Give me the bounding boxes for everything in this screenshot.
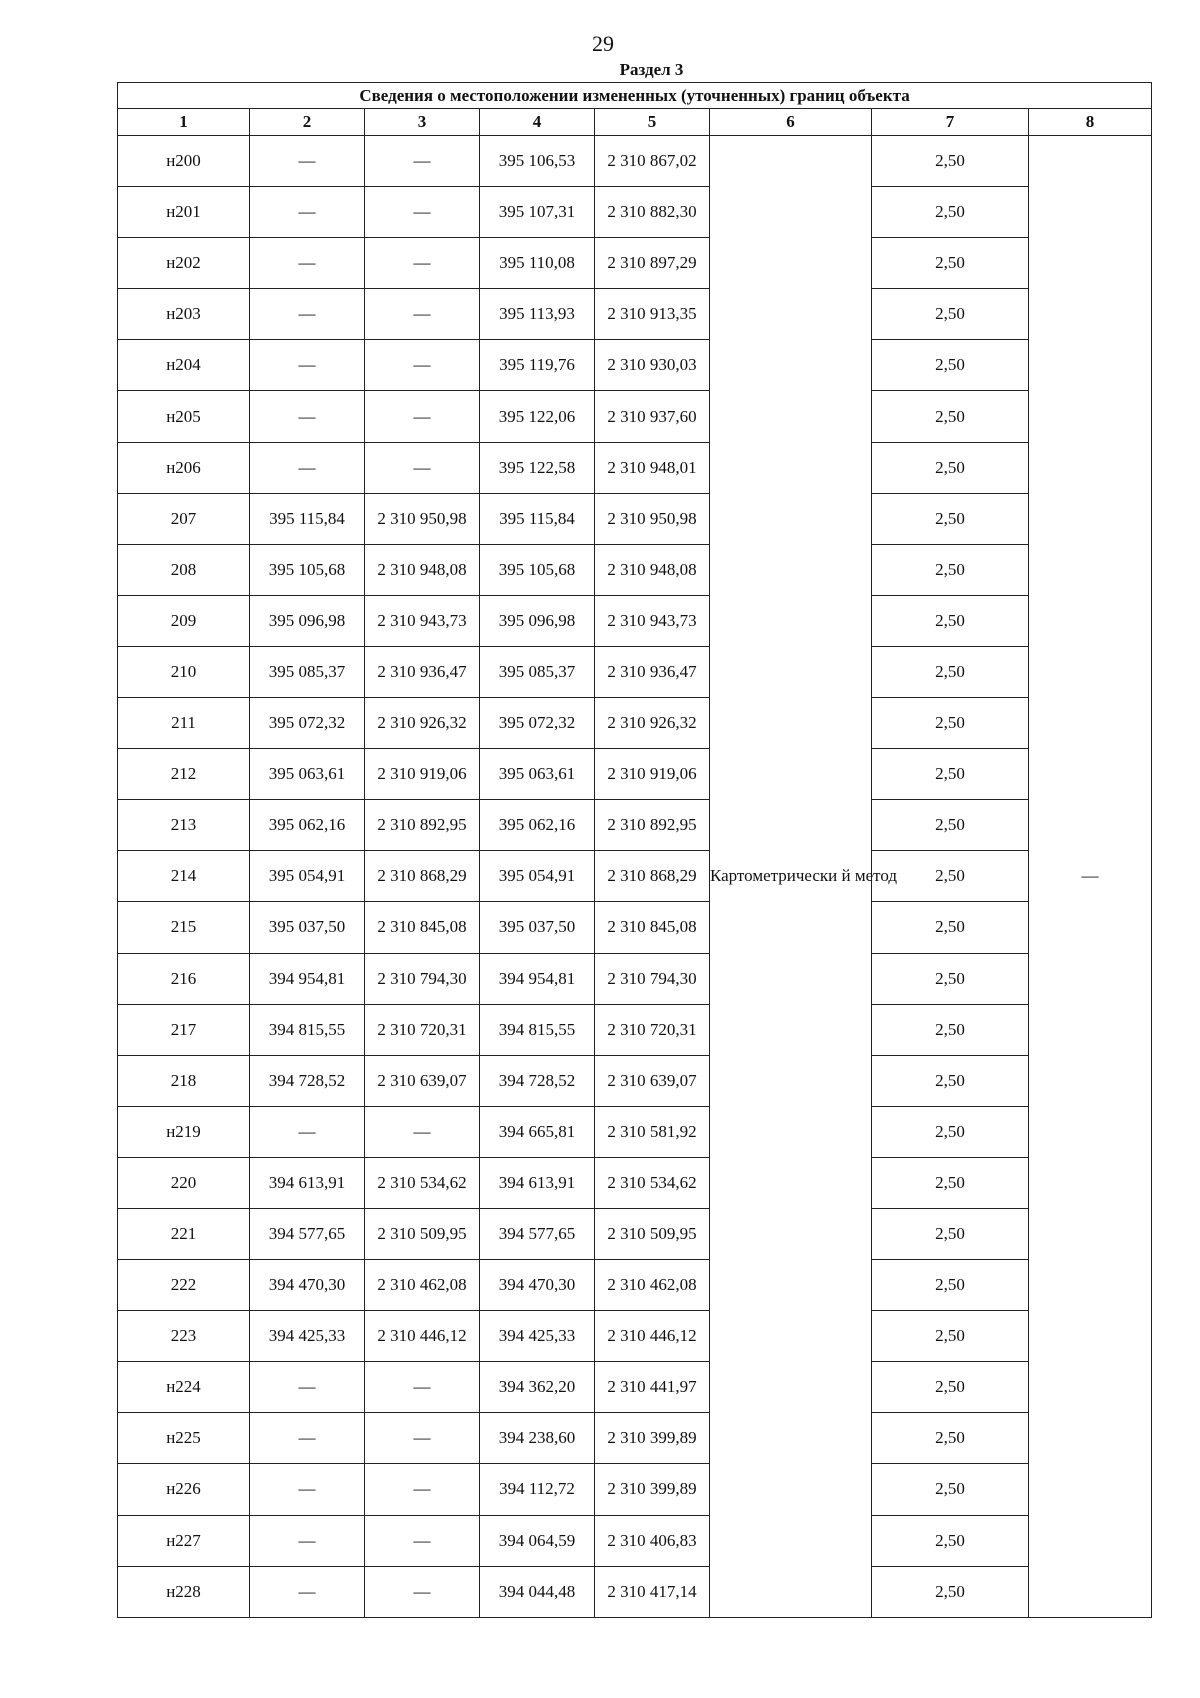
column-number: 3: [365, 109, 480, 136]
new-y-cell: 2 310 794,30: [595, 953, 710, 1004]
old-x-cell: 394 425,33: [250, 1311, 365, 1362]
accuracy-cell: 2,50: [872, 953, 1029, 1004]
new-x-cell: 394 238,60: [480, 1413, 595, 1464]
old-y-cell: —: [365, 1362, 480, 1413]
old-x-cell: 394 954,81: [250, 953, 365, 1004]
accuracy-cell: 2,50: [872, 187, 1029, 238]
accuracy-cell: 2,50: [872, 1515, 1029, 1566]
accuracy-cell: 2,50: [872, 1362, 1029, 1413]
table-row: [118, 1413, 1152, 1464]
table-row: [118, 1362, 1152, 1413]
accuracy-cell: 2,50: [872, 493, 1029, 544]
old-x-cell: 395 115,84: [250, 493, 365, 544]
new-x-cell: 395 122,06: [480, 391, 595, 442]
old-y-cell: 2 310 534,62: [365, 1157, 480, 1208]
table-row: [118, 1055, 1152, 1106]
new-x-cell: 394 613,91: [480, 1157, 595, 1208]
column8-cell: —: [1029, 136, 1152, 1618]
table-row: [118, 1004, 1152, 1055]
new-x-cell: 394 064,59: [480, 1515, 595, 1566]
new-y-cell: 2 310 868,29: [595, 851, 710, 902]
point-name-cell: 213: [118, 800, 250, 851]
table-row: [118, 493, 1152, 544]
new-y-cell: 2 310 399,89: [595, 1413, 710, 1464]
table-row: [118, 646, 1152, 697]
table-row: [118, 698, 1152, 749]
table-row: [118, 953, 1152, 1004]
accuracy-cell: 2,50: [872, 1311, 1029, 1362]
old-y-cell: 2 310 892,95: [365, 800, 480, 851]
point-name-cell: н203: [118, 289, 250, 340]
new-y-cell: 2 310 943,73: [595, 595, 710, 646]
new-x-cell: 395 122,58: [480, 442, 595, 493]
old-x-cell: 395 072,32: [250, 698, 365, 749]
old-y-cell: —: [365, 1566, 480, 1617]
accuracy-cell: 2,50: [872, 1260, 1029, 1311]
table-row: [118, 340, 1152, 391]
new-y-cell: 2 310 936,47: [595, 646, 710, 697]
new-x-cell: 395 037,50: [480, 902, 595, 953]
point-name-cell: 221: [118, 1208, 250, 1259]
new-y-cell: 2 310 882,30: [595, 187, 710, 238]
old-x-cell: 395 062,16: [250, 800, 365, 851]
old-x-cell: 395 105,68: [250, 544, 365, 595]
new-y-cell: 2 310 639,07: [595, 1055, 710, 1106]
point-name-cell: н205: [118, 391, 250, 442]
accuracy-cell: 2,50: [872, 800, 1029, 851]
accuracy-cell: 2,50: [872, 340, 1029, 391]
accuracy-cell: 2,50: [872, 1208, 1029, 1259]
point-name-cell: н219: [118, 1106, 250, 1157]
point-name-cell: 207: [118, 493, 250, 544]
table-row: [118, 289, 1152, 340]
old-y-cell: 2 310 446,12: [365, 1311, 480, 1362]
accuracy-cell: 2,50: [872, 1157, 1029, 1208]
old-y-cell: —: [365, 136, 480, 187]
old-y-cell: 2 310 943,73: [365, 595, 480, 646]
new-x-cell: 394 362,20: [480, 1362, 595, 1413]
page-number: 29: [592, 31, 614, 56]
table-row: [118, 442, 1152, 493]
table-row: [118, 1157, 1152, 1208]
point-name-cell: 210: [118, 646, 250, 697]
point-name-cell: 211: [118, 698, 250, 749]
old-y-cell: —: [365, 391, 480, 442]
table-row: [118, 902, 1152, 953]
new-y-cell: 2 310 948,08: [595, 544, 710, 595]
new-y-cell: 2 310 462,08: [595, 1260, 710, 1311]
table-row: [118, 1311, 1152, 1362]
new-y-cell: 2 310 897,29: [595, 238, 710, 289]
new-x-cell: 395 096,98: [480, 595, 595, 646]
accuracy-cell: 2,50: [872, 851, 1029, 902]
old-y-cell: —: [365, 1413, 480, 1464]
old-x-cell: —: [250, 1413, 365, 1464]
old-x-cell: —: [250, 1566, 365, 1617]
old-x-cell: —: [250, 391, 365, 442]
accuracy-cell: 2,50: [872, 544, 1029, 595]
table-row: [118, 544, 1152, 595]
old-x-cell: 394 613,91: [250, 1157, 365, 1208]
old-x-cell: —: [250, 340, 365, 391]
new-x-cell: 395 110,08: [480, 238, 595, 289]
table-row: [118, 1566, 1152, 1617]
table-caption: Сведения о местоположении измененных (уточненных) границ объекта: [118, 83, 1152, 109]
point-name-cell: н228: [118, 1566, 250, 1617]
old-x-cell: 395 063,61: [250, 749, 365, 800]
accuracy-cell: 2,50: [872, 391, 1029, 442]
old-x-cell: 394 815,55: [250, 1004, 365, 1055]
old-y-cell: 2 310 926,32: [365, 698, 480, 749]
old-x-cell: 395 085,37: [250, 646, 365, 697]
accuracy-cell: 2,50: [872, 1464, 1029, 1515]
new-y-cell: 2 310 406,83: [595, 1515, 710, 1566]
new-y-cell: 2 310 913,35: [595, 289, 710, 340]
new-x-cell: 395 085,37: [480, 646, 595, 697]
accuracy-cell: 2,50: [872, 442, 1029, 493]
old-y-cell: 2 310 919,06: [365, 749, 480, 800]
table-row: [118, 136, 1152, 187]
new-x-cell: 395 063,61: [480, 749, 595, 800]
accuracy-cell: 2,50: [872, 595, 1029, 646]
old-x-cell: —: [250, 289, 365, 340]
new-y-cell: 2 310 930,03: [595, 340, 710, 391]
point-name-cell: 216: [118, 953, 250, 1004]
old-y-cell: —: [365, 442, 480, 493]
table-row: [118, 187, 1152, 238]
old-x-cell: —: [250, 136, 365, 187]
section-label: Раздел 3: [619, 60, 684, 79]
accuracy-cell: 2,50: [872, 698, 1029, 749]
new-x-cell: 395 106,53: [480, 136, 595, 187]
table-row: [118, 749, 1152, 800]
new-y-cell: 2 310 534,62: [595, 1157, 710, 1208]
table-row: [118, 238, 1152, 289]
point-name-cell: 222: [118, 1260, 250, 1311]
method-cell: Картометрически й метод: [710, 136, 872, 1618]
old-x-cell: 394 470,30: [250, 1260, 365, 1311]
old-y-cell: —: [365, 340, 480, 391]
accuracy-cell: 2,50: [872, 136, 1029, 187]
point-name-cell: н225: [118, 1413, 250, 1464]
point-name-cell: н227: [118, 1515, 250, 1566]
old-x-cell: 394 577,65: [250, 1208, 365, 1259]
new-x-cell: 394 815,55: [480, 1004, 595, 1055]
old-x-cell: —: [250, 1515, 365, 1566]
column-number: 6: [710, 109, 872, 136]
old-y-cell: 2 310 794,30: [365, 953, 480, 1004]
table-row: [118, 1515, 1152, 1566]
point-name-cell: н201: [118, 187, 250, 238]
new-x-cell: 394 470,30: [480, 1260, 595, 1311]
old-y-cell: —: [365, 238, 480, 289]
new-y-cell: 2 310 919,06: [595, 749, 710, 800]
old-y-cell: 2 310 845,08: [365, 902, 480, 953]
new-x-cell: 394 665,81: [480, 1106, 595, 1157]
accuracy-cell: 2,50: [872, 238, 1029, 289]
old-y-cell: —: [365, 1106, 480, 1157]
new-x-cell: 395 072,32: [480, 698, 595, 749]
old-x-cell: —: [250, 1362, 365, 1413]
accuracy-cell: 2,50: [872, 1004, 1029, 1055]
new-y-cell: 2 310 948,01: [595, 442, 710, 493]
table-row: [118, 1464, 1152, 1515]
old-y-cell: 2 310 948,08: [365, 544, 480, 595]
new-y-cell: 2 310 845,08: [595, 902, 710, 953]
old-x-cell: 395 096,98: [250, 595, 365, 646]
old-x-cell: —: [250, 187, 365, 238]
old-y-cell: 2 310 509,95: [365, 1208, 480, 1259]
point-name-cell: н226: [118, 1464, 250, 1515]
column-number: 8: [1029, 109, 1152, 136]
new-y-cell: 2 310 441,97: [595, 1362, 710, 1413]
old-y-cell: 2 310 950,98: [365, 493, 480, 544]
point-name-cell: н206: [118, 442, 250, 493]
accuracy-cell: 2,50: [872, 1413, 1029, 1464]
new-y-cell: 2 310 867,02: [595, 136, 710, 187]
point-name-cell: 215: [118, 902, 250, 953]
table-row: [118, 800, 1152, 851]
point-name-cell: 212: [118, 749, 250, 800]
coordinates-table: [117, 82, 1152, 1618]
column-number: 7: [872, 109, 1029, 136]
point-name-cell: н200: [118, 136, 250, 187]
new-x-cell: 395 105,68: [480, 544, 595, 595]
point-name-cell: 208: [118, 544, 250, 595]
accuracy-cell: 2,50: [872, 646, 1029, 697]
old-y-cell: 2 310 868,29: [365, 851, 480, 902]
table-row: [118, 1260, 1152, 1311]
new-x-cell: 394 728,52: [480, 1055, 595, 1106]
old-y-cell: 2 310 462,08: [365, 1260, 480, 1311]
point-name-cell: 209: [118, 595, 250, 646]
new-y-cell: 2 310 446,12: [595, 1311, 710, 1362]
new-x-cell: 395 113,93: [480, 289, 595, 340]
table-body: [118, 136, 1152, 1618]
column-number: 2: [250, 109, 365, 136]
old-y-cell: 2 310 720,31: [365, 1004, 480, 1055]
table-row: [118, 1106, 1152, 1157]
point-name-cell: 218: [118, 1055, 250, 1106]
old-y-cell: 2 310 936,47: [365, 646, 480, 697]
accuracy-cell: 2,50: [872, 902, 1029, 953]
new-x-cell: 395 062,16: [480, 800, 595, 851]
new-x-cell: 394 577,65: [480, 1208, 595, 1259]
accuracy-cell: 2,50: [872, 1055, 1029, 1106]
new-x-cell: 394 112,72: [480, 1464, 595, 1515]
point-name-cell: н202: [118, 238, 250, 289]
old-x-cell: 395 037,50: [250, 902, 365, 953]
new-x-cell: 394 954,81: [480, 953, 595, 1004]
table-caption-row: [118, 83, 1152, 109]
new-y-cell: 2 310 581,92: [595, 1106, 710, 1157]
point-name-cell: 223: [118, 1311, 250, 1362]
point-name-cell: н204: [118, 340, 250, 391]
new-x-cell: 394 425,33: [480, 1311, 595, 1362]
column-number: 1: [118, 109, 250, 136]
new-x-cell: 395 119,76: [480, 340, 595, 391]
table-row: [118, 1208, 1152, 1259]
table-row: [118, 595, 1152, 646]
old-x-cell: 395 054,91: [250, 851, 365, 902]
column-number: 5: [595, 109, 710, 136]
accuracy-cell: 2,50: [872, 1106, 1029, 1157]
accuracy-cell: 2,50: [872, 289, 1029, 340]
new-y-cell: 2 310 417,14: [595, 1566, 710, 1617]
new-y-cell: 2 310 720,31: [595, 1004, 710, 1055]
old-x-cell: —: [250, 1464, 365, 1515]
point-name-cell: 214: [118, 851, 250, 902]
old-x-cell: —: [250, 442, 365, 493]
point-name-cell: 220: [118, 1157, 250, 1208]
table-row: [118, 391, 1152, 442]
old-y-cell: —: [365, 1464, 480, 1515]
accuracy-cell: 2,50: [872, 749, 1029, 800]
new-y-cell: 2 310 950,98: [595, 493, 710, 544]
new-x-cell: 395 115,84: [480, 493, 595, 544]
old-y-cell: 2 310 639,07: [365, 1055, 480, 1106]
new-y-cell: 2 310 926,32: [595, 698, 710, 749]
old-y-cell: —: [365, 289, 480, 340]
new-y-cell: 2 310 399,89: [595, 1464, 710, 1515]
new-y-cell: 2 310 509,95: [595, 1208, 710, 1259]
column-number-row: [118, 109, 1152, 136]
accuracy-cell: 2,50: [872, 1566, 1029, 1617]
new-x-cell: 395 054,91: [480, 851, 595, 902]
old-y-cell: —: [365, 187, 480, 238]
old-x-cell: 394 728,52: [250, 1055, 365, 1106]
column-number: 4: [480, 109, 595, 136]
new-x-cell: 395 107,31: [480, 187, 595, 238]
table-row: [118, 851, 1152, 902]
point-name-cell: н224: [118, 1362, 250, 1413]
new-y-cell: 2 310 892,95: [595, 800, 710, 851]
old-y-cell: —: [365, 1515, 480, 1566]
point-name-cell: 217: [118, 1004, 250, 1055]
old-x-cell: —: [250, 238, 365, 289]
new-x-cell: 394 044,48: [480, 1566, 595, 1617]
old-x-cell: —: [250, 1106, 365, 1157]
new-y-cell: 2 310 937,60: [595, 391, 710, 442]
